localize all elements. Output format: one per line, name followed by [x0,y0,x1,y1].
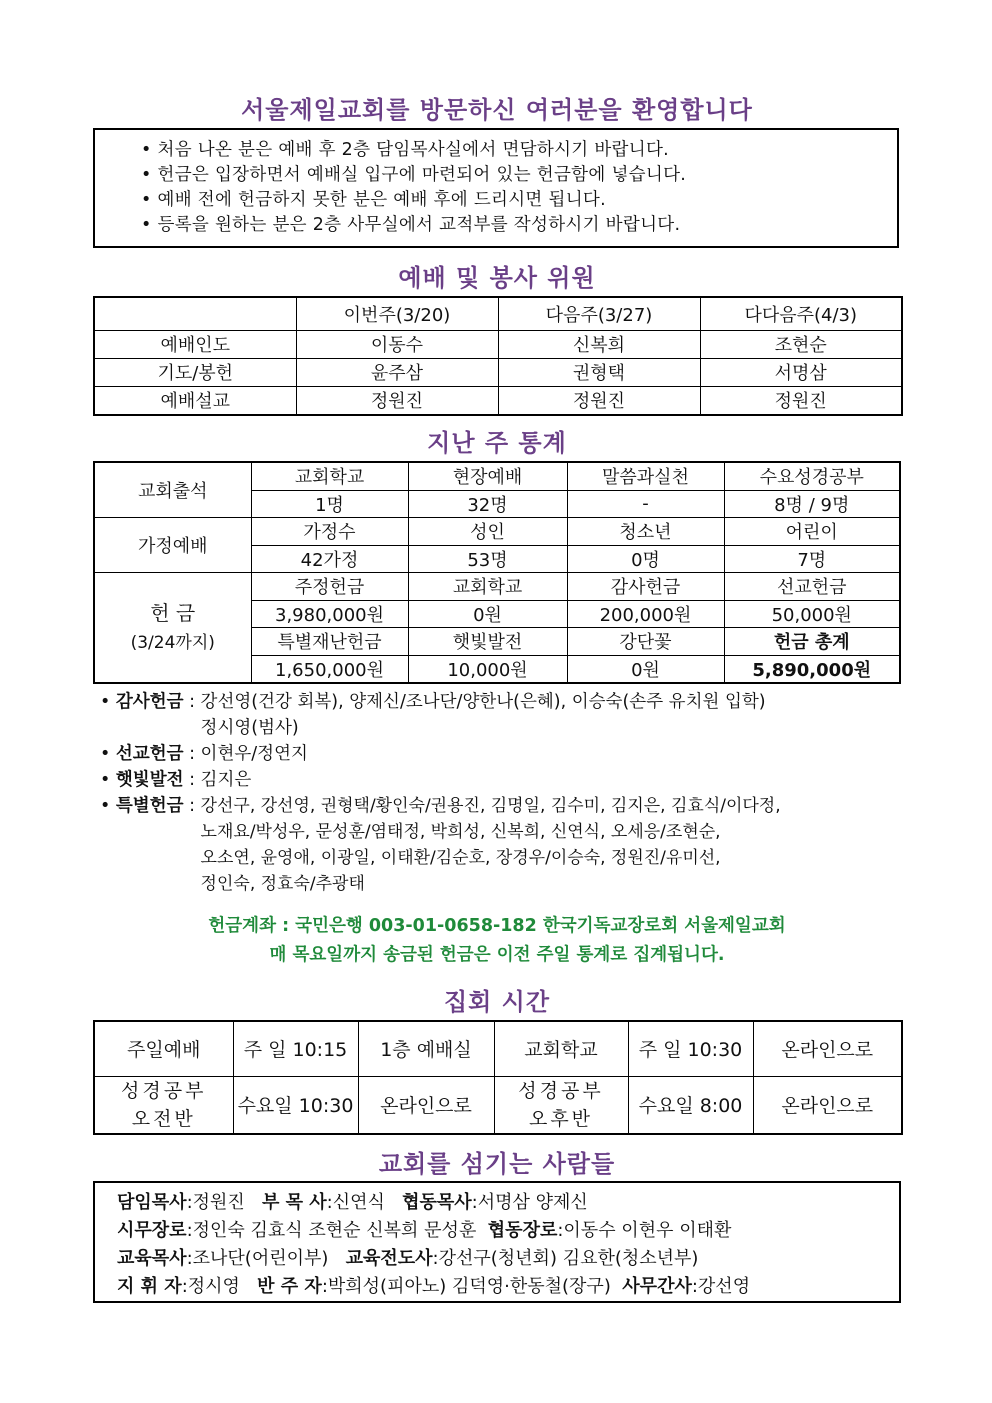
service-header-week-after: 다다음주(4/3) [700,297,902,330]
donor-content [201,741,308,767]
staff-role: 협동목사 [402,1192,472,1213]
welcome-item: • 예배 전에 헌금하지 못한 분은 예배 후에 드리시면 됩니다. [141,188,897,213]
staff-line [117,1189,899,1217]
staff-title: 교회를 섬기는 사람들 [378,1150,616,1178]
donor-row-thanks: • 감사헌금 : 강선영(건강 회복), 양제신/조나단/양한나(은혜), 이승숙(손주 유치원 입학) 정시영(범사) [100,689,900,741]
staff-names: :신연식 [326,1192,397,1213]
stat-header: 청소년 [567,518,724,546]
donor-row-solar: • 햇빛발전 : 김지은 [100,767,900,793]
donor-line: 오소연, 윤영애, 이광일, 이태환/김순호, 장경우/이승숙, 정원진/유미선, [200,848,721,868]
donor-label: 감사헌금 [115,692,184,712]
account-note: 매 목요일까지 송금된 헌금은 이전 주일 통계로 집계됩니다. [269,945,725,965]
staff-role: 협동장로 [487,1220,558,1241]
staff-role: 부 목 사 [261,1192,327,1213]
account-line: 헌금계좌 : 국민은행 003-01-0658-182 한국기독교장로회 서울제일교회 [208,916,786,936]
stat-header: 교회학교 [251,462,408,490]
donor-label: 햇빛발전 [115,770,184,790]
stat-header: 감사헌금 [567,573,724,601]
staff-names: :강선구(청년회) 김요한(청소년부) [432,1248,699,1269]
welcome-item: • 처음 나온 분은 예배 후 2층 담임목사실에서 면담하시기 바랍니다. [141,138,897,163]
stat-header: 가정수 [251,518,408,546]
schedule-cell: 성경공부 오전반 [94,1076,233,1134]
service-title: 예배 및 봉사 위원 [398,264,596,292]
stat-value: 0원 [408,600,567,628]
donor-line: 이현우/정연지 [200,744,308,764]
service-header-next-week: 다음주(3/27) [498,297,700,330]
schedule-title: 집회 시간 [443,988,551,1016]
service-header-blank [94,297,296,330]
welcome-item: • 헌금은 입장하면서 예배실 입구에 마련되어 있는 헌금함에 넣습니다. [141,163,897,188]
welcome-title: 서울제일교회를 방문하신 여러분을 환영합니다 [241,96,753,124]
staff-names: :정시영 [181,1276,252,1297]
staff-role: 반 주 자 [257,1276,322,1297]
stat-header: 주정헌금 [251,573,408,601]
donor-line: 노재요/박성우, 문성훈/염태정, 박희성, 신복희, 신연식, 오세응/조현순, [200,822,721,842]
stat-header: 수요성경공부 [724,462,900,490]
donor-line: 강선구, 강선영, 권형택/황인숙/권용진, 김명일, 김수미, 김지은, 김효식/이다정, [200,796,781,816]
donor-label: 특별헌금 [115,796,184,816]
stat-value: 3,980,000원 [251,600,408,628]
staff-names: :정인숙 김효식 조현순 신복희 문성훈 [186,1220,483,1241]
schedule-cell: 성경공부 오후반 [494,1076,628,1134]
service-cell: 신복희 [498,330,700,358]
service-table [93,296,903,416]
stat-value: 10,000원 [408,655,567,683]
donor-sep: : [183,770,201,790]
donor-sep: : [183,796,201,816]
stat-header: 현장예배 [408,462,567,490]
schedule-cell: 1층 예배실 [358,1021,494,1076]
donor-row-mission: • 선교헌금 : 이현우/정연지 [100,741,900,767]
service-role: 예배설교 [94,386,296,415]
stat-header: 말씀과실천 [567,462,724,490]
stat-value: 0원 [567,655,724,683]
offering-total-header: 헌금 총계 [724,628,900,656]
donor-content [201,689,766,741]
schedule-cell: 온라인으로 [753,1021,902,1076]
donor-line: 정시영(범사) [200,718,299,738]
schedule-cell: 주일예배 [94,1021,233,1076]
donor-line: 강선영(건강 회복), 양제신/조나단/양한나(은혜), 이승숙(손주 유치원 입학) [200,692,766,712]
donor-content [201,767,252,793]
stat-header: 햇빛발전 [408,628,567,656]
staff-line [117,1273,899,1301]
schedule-cell: 수요일 10:30 [233,1076,358,1134]
stats-title: 지난 주 통계 [427,429,567,457]
staff-line [117,1217,899,1245]
service-cell: 정원진 [700,386,902,415]
donor-sep: : [183,692,201,712]
service-cell: 권형택 [498,358,700,386]
staff-names: :정원진 [186,1192,257,1213]
service-cell: 정원진 [296,386,498,415]
stat-header: 교회학교 [408,573,567,601]
schedule-cell: 온라인으로 [753,1076,902,1134]
schedule-cell: 주 일 10:15 [233,1021,358,1076]
stat-value: 1,650,000원 [251,655,408,683]
stat-value: 53명 [408,545,567,573]
offering-label-cell [94,573,251,684]
stat-value: 42가정 [251,545,408,573]
stat-value: 8명 / 9명 [724,490,900,518]
service-cell: 윤주삼 [296,358,498,386]
stat-header: 선교헌금 [724,573,900,601]
schedule-cell: 수요일 8:00 [628,1076,753,1134]
stat-header: 성인 [408,518,567,546]
donor-list [100,689,900,897]
welcome-box [93,128,899,248]
donor-content [201,793,781,897]
service-cell: 서명삼 [700,358,902,386]
staff-role: 시무장로 [117,1220,187,1241]
service-cell: 조현순 [700,330,902,358]
stat-header: 강단꽃 [567,628,724,656]
stat-value: 32명 [408,490,567,518]
staff-role: 교육목사 [117,1248,187,1269]
stat-value: 200,000원 [567,600,724,628]
account-info [93,912,901,970]
attendance-label: 교회출석 [94,462,251,518]
schedule-table [93,1020,903,1135]
welcome-item: • 등록을 원하는 분은 2층 사무실에서 교적부를 작성하시기 바랍니다. [141,213,897,238]
stat-value: 7명 [724,545,900,573]
stat-value: - [567,490,724,518]
home-worship-label: 가정예배 [94,518,251,573]
staff-role: 지 휘 자 [117,1276,182,1297]
stat-value: 0명 [567,545,724,573]
donor-line: 정인숙, 정효숙/추광태 [200,874,365,894]
staff-line [117,1245,899,1273]
stats-table [93,461,901,684]
service-cell: 이동수 [296,330,498,358]
donor-sep: : [183,744,201,764]
staff-role: 담임목사 [117,1192,187,1213]
staff-role: 사무간사 [622,1276,692,1297]
stat-header: 어린이 [724,518,900,546]
staff-names: :서명삼 양제신 [471,1192,588,1213]
service-cell: 정원진 [498,386,700,415]
donor-label: 선교헌금 [115,744,184,764]
schedule-cell: 온라인으로 [358,1076,494,1134]
service-header-this-week: 이번주(3/20) [296,297,498,330]
offering-sublabel: (3/24까지) [130,632,215,653]
stat-value: 50,000원 [724,600,900,628]
offering-total-value: 5,890,000원 [724,655,900,683]
staff-box [93,1181,901,1303]
staff-role: 교육전도사 [345,1248,433,1269]
service-role: 기도/봉헌 [94,358,296,386]
staff-names: :이동수 이현우 이태환 [557,1220,732,1241]
schedule-cell: 교회학교 [494,1021,628,1076]
staff-names: :조나단(어린이부) [186,1248,340,1269]
stat-header: 특별재난헌금 [251,628,408,656]
donor-line: 김지은 [200,770,252,790]
stat-value: 1명 [251,490,408,518]
offering-label: 헌 금 [150,600,196,625]
donor-row-special: • 특별헌금 : 강선구, 강선영, 권형택/황인숙/권용진, 김명일, 김수미, 김지은, 김효식/이다정, 노재요/박성우, 문성훈/염태정, 박희성, 신복희, 신연식, 오세응/조현순, 오소연, 윤영애, 이광일, 이태환/김순호, 장경우/이승숙, 정원진/유미선, 정인숙, 정효숙/추광태 [100,793,900,897]
staff-names: :박희성(피아노) 김덕영·한동철(장구) [321,1276,617,1297]
service-role: 예배인도 [94,330,296,358]
schedule-cell: 주 일 10:30 [628,1021,753,1076]
welcome-list [95,130,897,238]
staff-names: :강선영 [691,1276,751,1297]
